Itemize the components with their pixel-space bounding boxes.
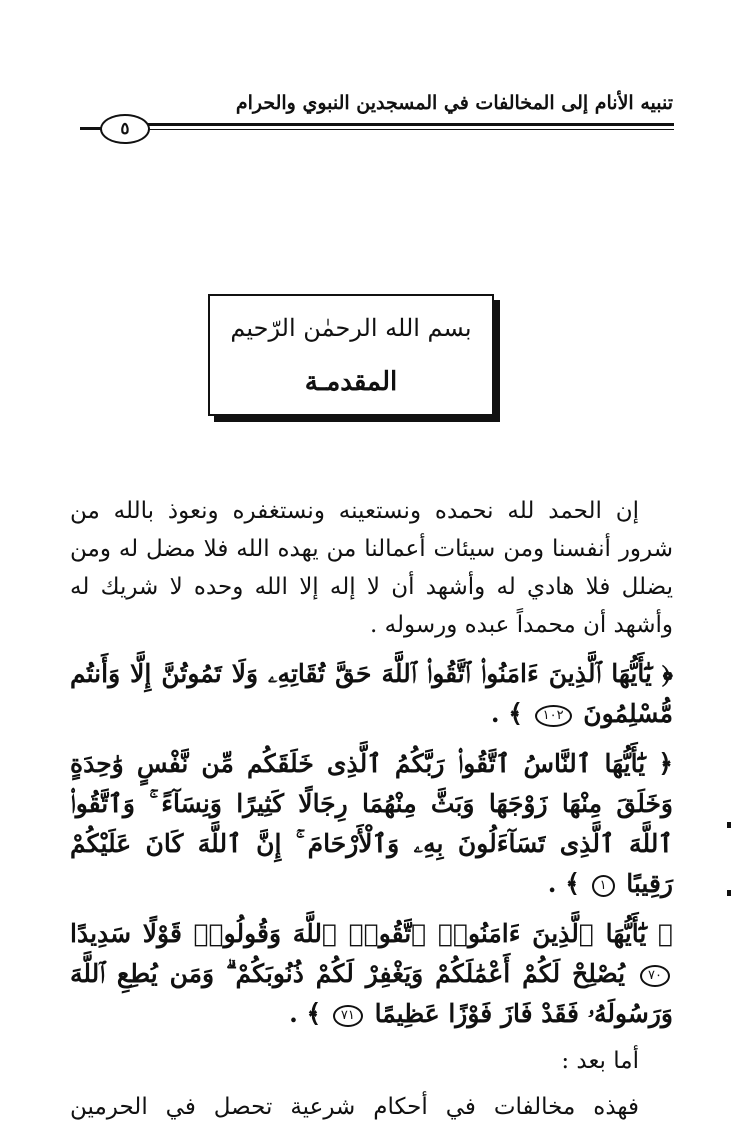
verse-tail: . [547, 869, 557, 898]
body-text [70, 492, 673, 1126]
ornate-bracket-open: ﴿ [658, 749, 673, 778]
basmala: بسم الله الرحمٰن الرّحيم [230, 314, 472, 342]
verse-tail: . [289, 999, 298, 1028]
intro-paragraph: إن الحمد لله نحمده ونستعينه ونستغفره ونعوذ بالله من شرور أنفسنا ومن سيئات أعمالنا من يهده الله فلا مضل له ومن يضلل فلا هادي له وأشهد أن لا إله إلا الله وحده لا شريك له وأشهد أن محمداً عبده ورسوله . [70, 498, 673, 638]
ornate-bracket-close: ﴾ [508, 699, 523, 728]
verse-tail: . [490, 699, 500, 728]
after-heading: أما بعد : [561, 1048, 639, 1074]
page-number: ٥ [100, 114, 150, 144]
verse-text-continued: يُصْلِحْ لَكُمْ أَعْمَٰلَكُمْ وَيَغْفِرْ لَكُمْ ذُنُوبَكُمْ ۗ وَمَن يُطِعِ ٱللَّهَ وَرَسُولَهُۥ فَقَدْ فَازَ فَوْزًا عَظِيمًا [70, 959, 673, 1028]
ornate-bracket-close: ﴾ [306, 999, 322, 1028]
section-title: المقدمـة [304, 367, 398, 397]
quran-verse-3 [70, 914, 673, 1034]
verse-text: يَٰٓأَيُّهَا ٱلَّذِينَ ءَامَنُوا۟ ٱتَّقُوا۟ ٱللَّهَ حَقَّ تُقَاتِهِۦ وَلَا تَمُوتُنَّ إِلَّا وَأَنتُم مُّسْلِمُونَ [70, 659, 673, 728]
ayah-number: ١ [592, 875, 615, 897]
ornate-bracket-close: ﴾ [565, 869, 580, 898]
quran-verse-1 [70, 654, 673, 734]
quran-verse-2 [70, 744, 673, 904]
ayah-number: ٧٠ [640, 965, 670, 987]
closing-paragraph: فهذه مخالفات في أحكام شرعية تحصل في الحرمين [70, 1094, 639, 1120]
scan-edge-mark [727, 890, 731, 896]
ornate-bracket-open: ﴿ [661, 659, 673, 688]
verse-text: يَٰٓأَيُّهَا ٱلَّذِينَ ءَامَنُوا۟ ٱتَّقُوا۟ ٱللَّهَ وَقُولُوا۟ قَوْلًا سَدِيدًا [70, 919, 647, 948]
ornate-bracket-open: ﴿ [657, 919, 673, 948]
title-box [208, 294, 494, 416]
verse-text: يَٰٓأَيُّهَا ٱلنَّاسُ ٱتَّقُوا۟ رَبَّكُمُ ٱلَّذِى خَلَقَكُم مِّن نَّفْسٍ وَٰحِدَةٍ وَخَلَقَ مِنْهَا زَوْجَهَا وَبَثَّ مِنْهُمَا رِجَالًا كَثِيرًا وَنِسَآءً ۚ وَٱتَّقُوا۟ ٱللَّهَ ٱلَّذِى تَسَآءَلُونَ بِهِۦ وَٱلْأَرْحَامَ ۚ إِنَّ ٱللَّهَ كَانَ عَلَيْكُمْ رَقِيبًا [70, 749, 673, 898]
ayah-number: ١٠٢ [535, 705, 572, 727]
running-header: تنبيه الأنام إلى المخالفات في المسجدين النبوي والحرام [235, 92, 673, 114]
scan-edge-mark [727, 822, 731, 828]
ayah-number: ٧١ [333, 1005, 363, 1027]
header-rule-thin [145, 129, 674, 130]
header-rule [145, 123, 674, 126]
